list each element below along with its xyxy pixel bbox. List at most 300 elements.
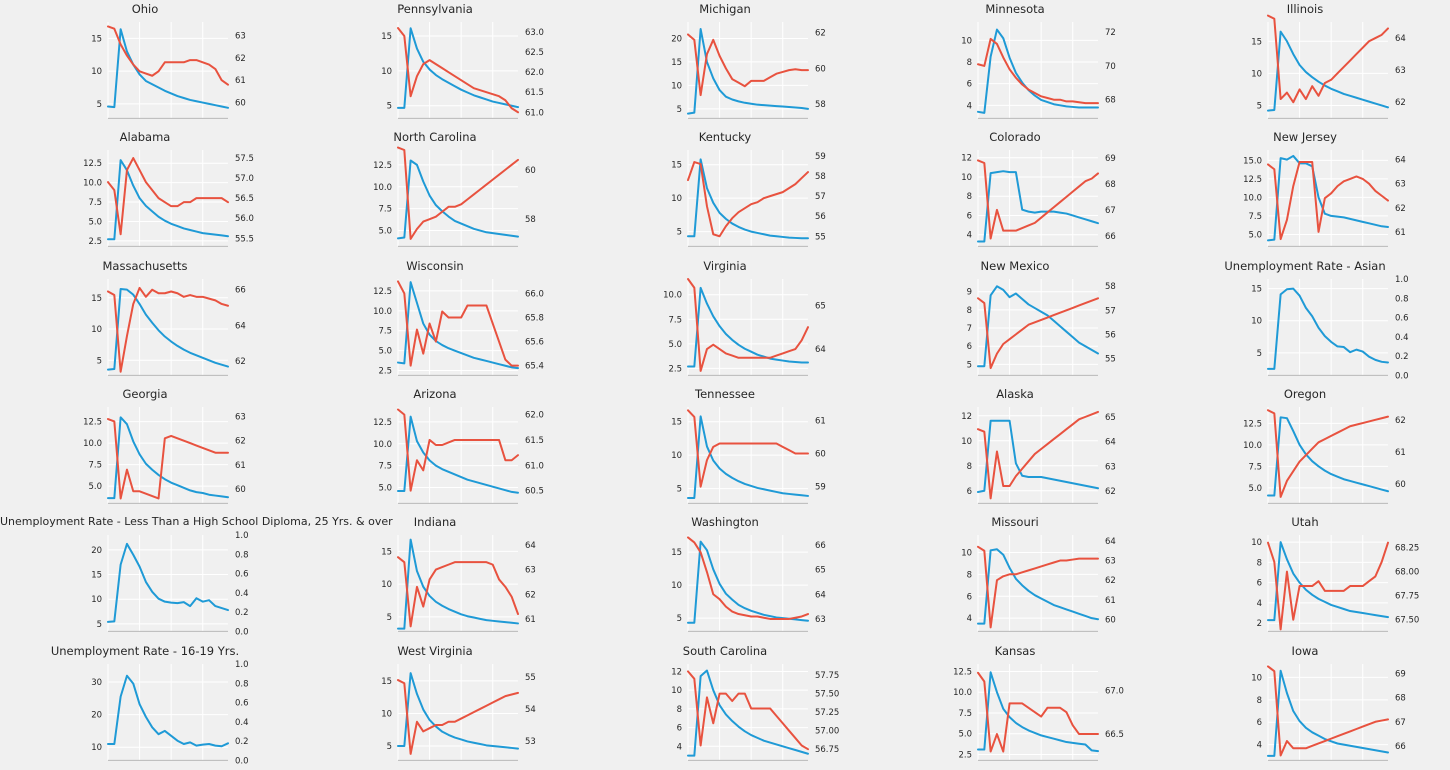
svg-text:57: 57 xyxy=(1104,305,1116,316)
svg-text:5.0: 5.0 xyxy=(668,339,683,350)
svg-text:4: 4 xyxy=(676,741,683,752)
svg-text:10.0: 10.0 xyxy=(373,183,393,194)
svg-text:5.0: 5.0 xyxy=(378,226,393,237)
chart-title: Colorado xyxy=(989,130,1041,145)
plot-area xyxy=(1160,128,1450,256)
svg-text:6: 6 xyxy=(966,79,973,90)
svg-text:10.0: 10.0 xyxy=(1243,193,1263,204)
svg-text:57: 57 xyxy=(814,192,826,203)
svg-text:1.0: 1.0 xyxy=(234,531,249,542)
svg-text:60: 60 xyxy=(814,64,826,75)
svg-text:7: 7 xyxy=(966,323,973,334)
plot-area xyxy=(0,128,290,256)
svg-text:30: 30 xyxy=(91,677,103,688)
chart-panel xyxy=(0,642,290,770)
series-line xyxy=(688,34,808,95)
svg-text:62: 62 xyxy=(234,356,246,367)
svg-text:8: 8 xyxy=(966,58,973,69)
svg-text:7.5: 7.5 xyxy=(378,204,393,215)
chart-title: New Jersey xyxy=(1273,130,1337,145)
plot-area xyxy=(870,513,1160,641)
svg-text:61: 61 xyxy=(814,416,826,427)
svg-text:6: 6 xyxy=(966,211,973,222)
svg-text:62.0: 62.0 xyxy=(524,410,544,421)
svg-text:63: 63 xyxy=(1104,462,1116,473)
svg-text:66: 66 xyxy=(1394,741,1406,752)
svg-text:60: 60 xyxy=(1104,615,1116,626)
plot-area xyxy=(290,128,580,256)
chart-title: Wisconsin xyxy=(406,258,464,273)
svg-text:7.5: 7.5 xyxy=(378,326,393,337)
chart-panel xyxy=(0,0,290,128)
chart-title: Michigan xyxy=(699,2,751,16)
svg-text:8: 8 xyxy=(966,570,973,581)
svg-text:6: 6 xyxy=(966,341,973,352)
svg-text:68.25: 68.25 xyxy=(1394,543,1420,554)
svg-text:63: 63 xyxy=(1394,180,1406,191)
series-line xyxy=(978,298,1098,368)
plot-area xyxy=(1160,642,1450,770)
chart-panel xyxy=(290,128,580,256)
svg-text:64: 64 xyxy=(234,321,246,332)
plot-area xyxy=(0,642,290,770)
plot-area xyxy=(1160,513,1450,641)
svg-text:66: 66 xyxy=(1104,232,1116,243)
svg-text:66.5: 66.5 xyxy=(1104,729,1124,740)
svg-text:0.8: 0.8 xyxy=(234,678,249,689)
svg-text:5: 5 xyxy=(386,613,393,624)
chart-title: Illinois xyxy=(1286,2,1324,16)
series-line xyxy=(398,28,518,112)
series-line xyxy=(978,172,1098,242)
svg-text:12: 12 xyxy=(671,667,683,678)
chart-panel xyxy=(580,257,870,385)
plot-area xyxy=(870,385,1160,513)
svg-text:10: 10 xyxy=(671,81,683,92)
svg-text:60: 60 xyxy=(1394,480,1406,491)
svg-text:8: 8 xyxy=(966,305,973,316)
plot-area xyxy=(580,257,870,385)
chart-title: West Virginia xyxy=(397,643,473,658)
svg-text:0.2: 0.2 xyxy=(234,608,249,619)
series-line xyxy=(1268,156,1388,240)
plot-area xyxy=(290,0,580,128)
svg-text:56.75: 56.75 xyxy=(814,744,840,755)
svg-text:10: 10 xyxy=(961,36,973,47)
svg-text:67.50: 67.50 xyxy=(1394,616,1420,627)
chart-title: South Carolina xyxy=(682,643,768,658)
svg-text:5: 5 xyxy=(676,614,683,625)
svg-text:5: 5 xyxy=(96,620,103,631)
chart-panel xyxy=(870,642,1160,770)
svg-text:5.0: 5.0 xyxy=(88,217,103,228)
svg-text:62: 62 xyxy=(1394,98,1406,109)
svg-text:0.4: 0.4 xyxy=(1394,332,1409,343)
svg-text:10: 10 xyxy=(671,685,683,696)
svg-text:0.8: 0.8 xyxy=(1394,293,1409,304)
svg-text:57.75: 57.75 xyxy=(814,670,840,681)
svg-text:65.6: 65.6 xyxy=(524,337,544,348)
plot-area xyxy=(580,0,870,128)
plot-area xyxy=(0,0,290,128)
svg-text:57.50: 57.50 xyxy=(814,689,840,700)
svg-text:15: 15 xyxy=(1251,37,1263,48)
plot-area xyxy=(290,513,580,641)
svg-text:4: 4 xyxy=(1256,599,1263,610)
svg-text:0.8: 0.8 xyxy=(234,550,249,561)
chart-panel xyxy=(290,385,580,513)
svg-text:0.6: 0.6 xyxy=(234,569,249,580)
plot-area xyxy=(1160,0,1450,128)
svg-text:12: 12 xyxy=(961,154,973,165)
series-line xyxy=(398,417,518,493)
svg-text:5.0: 5.0 xyxy=(958,729,973,740)
svg-text:64: 64 xyxy=(1104,537,1116,548)
svg-text:20: 20 xyxy=(91,546,103,557)
chart-panel xyxy=(870,257,1160,385)
svg-text:5.0: 5.0 xyxy=(88,482,103,493)
svg-text:8: 8 xyxy=(676,704,683,715)
svg-text:10: 10 xyxy=(1251,316,1263,327)
chart-title: Indiana xyxy=(413,515,457,530)
svg-text:60: 60 xyxy=(524,166,536,177)
svg-text:15: 15 xyxy=(381,676,393,687)
plot-area xyxy=(0,385,290,513)
plot-area xyxy=(1160,257,1450,385)
svg-text:2.5: 2.5 xyxy=(378,366,393,377)
svg-text:15: 15 xyxy=(671,57,683,68)
svg-text:2.5: 2.5 xyxy=(88,237,103,248)
svg-text:15: 15 xyxy=(1251,284,1263,295)
series-line xyxy=(688,29,808,114)
svg-text:10: 10 xyxy=(91,742,103,753)
svg-text:63: 63 xyxy=(1104,556,1116,567)
svg-text:65: 65 xyxy=(814,300,826,311)
chart-panel xyxy=(870,385,1160,513)
svg-text:57.00: 57.00 xyxy=(814,726,840,737)
svg-text:8: 8 xyxy=(1256,558,1263,569)
svg-text:61: 61 xyxy=(1394,447,1406,458)
svg-text:7.5: 7.5 xyxy=(668,314,683,325)
chart-panel xyxy=(870,0,1160,128)
chart-title: Utah xyxy=(1291,515,1319,530)
svg-text:57.25: 57.25 xyxy=(814,707,840,718)
plot-area xyxy=(290,385,580,513)
svg-text:64: 64 xyxy=(1394,155,1406,166)
svg-text:10: 10 xyxy=(1251,538,1263,549)
svg-text:63: 63 xyxy=(1394,66,1406,77)
svg-text:65.8: 65.8 xyxy=(524,313,544,324)
plot-area xyxy=(870,642,1160,770)
svg-text:62: 62 xyxy=(524,590,536,601)
series-line xyxy=(1268,162,1388,239)
plot-area xyxy=(0,257,290,385)
chart-panel xyxy=(1160,385,1450,513)
series-line xyxy=(688,670,808,755)
svg-text:10.0: 10.0 xyxy=(373,439,393,450)
svg-text:15: 15 xyxy=(91,293,103,304)
svg-text:57.0: 57.0 xyxy=(234,174,254,185)
plot-area xyxy=(580,513,870,641)
chart-title: Missouri xyxy=(991,515,1039,530)
chart-panel xyxy=(580,385,870,513)
svg-text:56: 56 xyxy=(1104,330,1116,341)
svg-text:2: 2 xyxy=(1256,619,1263,630)
chart-panel xyxy=(1160,642,1450,770)
svg-text:0.6: 0.6 xyxy=(234,698,249,709)
chart-title: Virginia xyxy=(703,258,747,273)
svg-text:10.0: 10.0 xyxy=(953,687,973,698)
chart-title: Iowa xyxy=(1291,643,1319,658)
svg-text:10: 10 xyxy=(91,595,103,606)
svg-text:61: 61 xyxy=(1104,596,1116,607)
svg-text:68: 68 xyxy=(1104,95,1116,106)
svg-text:55: 55 xyxy=(814,232,826,243)
svg-text:5: 5 xyxy=(966,360,973,371)
svg-text:60: 60 xyxy=(814,449,826,460)
chart-title: Unemployment Rate - Asian xyxy=(1224,258,1386,273)
series-line xyxy=(688,542,808,623)
svg-text:4: 4 xyxy=(966,231,973,242)
svg-text:62: 62 xyxy=(1394,415,1406,426)
svg-text:65: 65 xyxy=(814,565,826,576)
svg-text:7.5: 7.5 xyxy=(88,460,103,471)
svg-text:59: 59 xyxy=(814,152,826,163)
svg-text:61: 61 xyxy=(524,615,536,626)
svg-text:64: 64 xyxy=(814,344,826,355)
svg-text:69: 69 xyxy=(1394,669,1406,680)
chart-panel xyxy=(0,385,290,513)
svg-text:61.5: 61.5 xyxy=(524,435,544,446)
svg-text:67.0: 67.0 xyxy=(1104,685,1124,696)
plot-area xyxy=(0,513,393,641)
svg-text:0.0: 0.0 xyxy=(1394,370,1409,381)
plot-area xyxy=(290,642,580,770)
svg-text:12.5: 12.5 xyxy=(373,286,393,297)
svg-text:10.0: 10.0 xyxy=(663,290,683,301)
series-line xyxy=(978,39,1098,103)
svg-text:63: 63 xyxy=(234,412,246,423)
svg-text:12: 12 xyxy=(961,411,973,422)
svg-text:54: 54 xyxy=(524,704,536,715)
svg-text:10: 10 xyxy=(1251,69,1263,80)
svg-text:5: 5 xyxy=(1256,348,1263,359)
svg-text:60.5: 60.5 xyxy=(524,486,544,497)
svg-text:64: 64 xyxy=(1394,34,1406,45)
svg-text:2.5: 2.5 xyxy=(958,750,973,761)
series-line xyxy=(1268,666,1388,755)
svg-text:56: 56 xyxy=(814,212,826,223)
chart-title: Georgia xyxy=(122,386,168,401)
plot-area xyxy=(580,385,870,513)
svg-text:10: 10 xyxy=(671,194,683,205)
chart-panel xyxy=(0,513,393,641)
svg-text:69: 69 xyxy=(1104,154,1116,165)
svg-text:63: 63 xyxy=(814,615,826,626)
chart-title: Washington xyxy=(691,515,759,530)
svg-text:12.5: 12.5 xyxy=(1243,175,1263,186)
svg-text:0.0: 0.0 xyxy=(234,627,249,638)
series-line xyxy=(1268,16,1388,103)
chart-panel xyxy=(580,642,870,770)
svg-text:5: 5 xyxy=(96,99,103,110)
svg-text:5: 5 xyxy=(1256,101,1263,112)
svg-text:15: 15 xyxy=(671,161,683,172)
chart-panel xyxy=(1160,0,1450,128)
chart-title: Minnesota xyxy=(985,2,1045,16)
svg-text:7.5: 7.5 xyxy=(88,198,103,209)
chart-panel xyxy=(1160,513,1450,641)
chart-panel xyxy=(1160,128,1450,256)
chart-panel xyxy=(580,513,870,641)
svg-text:62: 62 xyxy=(1394,204,1406,215)
svg-text:12.5: 12.5 xyxy=(83,417,103,428)
svg-text:55: 55 xyxy=(1104,354,1116,365)
series-line xyxy=(108,29,228,108)
svg-text:15: 15 xyxy=(91,570,103,581)
svg-text:5.0: 5.0 xyxy=(378,346,393,357)
svg-text:62: 62 xyxy=(234,436,246,447)
svg-text:10: 10 xyxy=(1251,673,1263,684)
svg-text:62: 62 xyxy=(814,28,826,39)
svg-text:72: 72 xyxy=(1104,28,1116,39)
svg-text:7.5: 7.5 xyxy=(1248,462,1263,473)
svg-text:5.0: 5.0 xyxy=(378,483,393,494)
plot-area xyxy=(870,128,1160,256)
svg-text:10: 10 xyxy=(381,580,393,591)
svg-text:15: 15 xyxy=(671,548,683,559)
svg-text:64: 64 xyxy=(814,590,826,601)
chart-panel xyxy=(0,257,290,385)
series-line xyxy=(398,161,518,239)
svg-text:0.4: 0.4 xyxy=(234,717,249,728)
svg-text:62: 62 xyxy=(1104,486,1116,497)
chart-title: Alabama xyxy=(119,130,171,145)
chart-title: Pennsylvania xyxy=(397,2,473,16)
series-line xyxy=(108,675,228,746)
svg-text:5: 5 xyxy=(676,227,683,238)
chart-title: Kansas xyxy=(994,643,1036,658)
series-line xyxy=(108,26,228,84)
svg-text:5.0: 5.0 xyxy=(1248,483,1263,494)
svg-text:58: 58 xyxy=(1104,281,1116,292)
plot-area xyxy=(580,128,870,256)
svg-text:66: 66 xyxy=(814,541,826,552)
svg-text:0.2: 0.2 xyxy=(234,736,249,747)
svg-text:5: 5 xyxy=(676,484,683,495)
plot-area xyxy=(1160,385,1450,513)
series-line xyxy=(688,162,808,236)
svg-text:6: 6 xyxy=(1256,578,1263,589)
series-line xyxy=(688,416,808,498)
svg-text:63.0: 63.0 xyxy=(524,28,544,39)
chart-title: North Carolina xyxy=(393,130,477,145)
series-line xyxy=(1268,32,1388,111)
svg-text:61: 61 xyxy=(234,460,246,471)
series-line xyxy=(108,544,228,622)
svg-text:68: 68 xyxy=(1394,693,1406,704)
svg-text:67.75: 67.75 xyxy=(1394,591,1420,602)
svg-text:7.5: 7.5 xyxy=(958,708,973,719)
svg-text:61.5: 61.5 xyxy=(524,88,544,99)
svg-text:59: 59 xyxy=(814,482,826,493)
svg-text:68: 68 xyxy=(1104,180,1116,191)
chart-title: Oregon xyxy=(1283,386,1327,401)
svg-text:10.0: 10.0 xyxy=(373,306,393,317)
svg-text:10.0: 10.0 xyxy=(1243,440,1263,451)
chart-panel xyxy=(1160,257,1450,385)
svg-text:1.0: 1.0 xyxy=(1394,274,1409,285)
chart-title: Alaska xyxy=(996,386,1034,401)
svg-text:60: 60 xyxy=(234,98,246,109)
chart-panel xyxy=(870,513,1160,641)
series-line xyxy=(1268,288,1388,368)
svg-text:62.0: 62.0 xyxy=(524,68,544,79)
svg-text:56.0: 56.0 xyxy=(234,214,254,225)
svg-text:55.5: 55.5 xyxy=(234,234,254,245)
svg-text:12.5: 12.5 xyxy=(1243,419,1263,430)
svg-text:15: 15 xyxy=(381,31,393,42)
chart-panel xyxy=(290,257,580,385)
svg-text:12.5: 12.5 xyxy=(953,667,973,678)
svg-text:9: 9 xyxy=(966,287,973,298)
svg-text:5.0: 5.0 xyxy=(1248,230,1263,241)
chart-panel xyxy=(580,128,870,256)
svg-text:7.5: 7.5 xyxy=(1248,212,1263,223)
svg-text:10: 10 xyxy=(961,548,973,559)
svg-text:62: 62 xyxy=(234,53,246,64)
series-line xyxy=(688,279,808,371)
chart-title: Kentucky xyxy=(698,130,752,145)
chart-panel xyxy=(290,642,580,770)
svg-text:5: 5 xyxy=(386,741,393,752)
chart-title: Tennessee xyxy=(695,386,755,401)
svg-text:7.5: 7.5 xyxy=(378,461,393,472)
svg-text:5: 5 xyxy=(96,355,103,366)
svg-text:61.0: 61.0 xyxy=(524,108,544,119)
plot-area xyxy=(290,257,580,385)
svg-text:0.4: 0.4 xyxy=(234,589,249,600)
svg-text:56.5: 56.5 xyxy=(234,194,254,205)
series-line xyxy=(108,288,228,372)
svg-text:61: 61 xyxy=(234,76,246,87)
svg-text:65.4: 65.4 xyxy=(524,361,544,372)
series-line xyxy=(398,282,518,368)
chart-title: Unemployment Rate - Less Than a High School Diploma, 25 Yrs. & over xyxy=(0,515,393,529)
svg-text:64: 64 xyxy=(524,541,536,552)
svg-text:6: 6 xyxy=(966,592,973,603)
svg-text:10: 10 xyxy=(961,173,973,184)
svg-text:4: 4 xyxy=(966,614,973,625)
svg-text:58: 58 xyxy=(524,215,536,226)
svg-text:58: 58 xyxy=(814,172,826,183)
svg-text:2.5: 2.5 xyxy=(668,364,683,375)
svg-text:15: 15 xyxy=(381,547,393,558)
chart-title: New Mexico xyxy=(980,258,1050,273)
svg-text:10: 10 xyxy=(91,67,103,78)
plot-area xyxy=(870,0,1160,128)
svg-text:8: 8 xyxy=(966,192,973,203)
svg-text:63: 63 xyxy=(234,31,246,42)
svg-text:15.0: 15.0 xyxy=(1243,156,1263,167)
svg-text:67: 67 xyxy=(1104,206,1116,217)
chart-panel xyxy=(0,128,290,256)
series-line xyxy=(978,547,1098,628)
svg-text:61: 61 xyxy=(1394,228,1406,239)
svg-text:55: 55 xyxy=(524,672,536,683)
svg-text:0.0: 0.0 xyxy=(234,755,249,766)
svg-text:10: 10 xyxy=(381,66,393,77)
